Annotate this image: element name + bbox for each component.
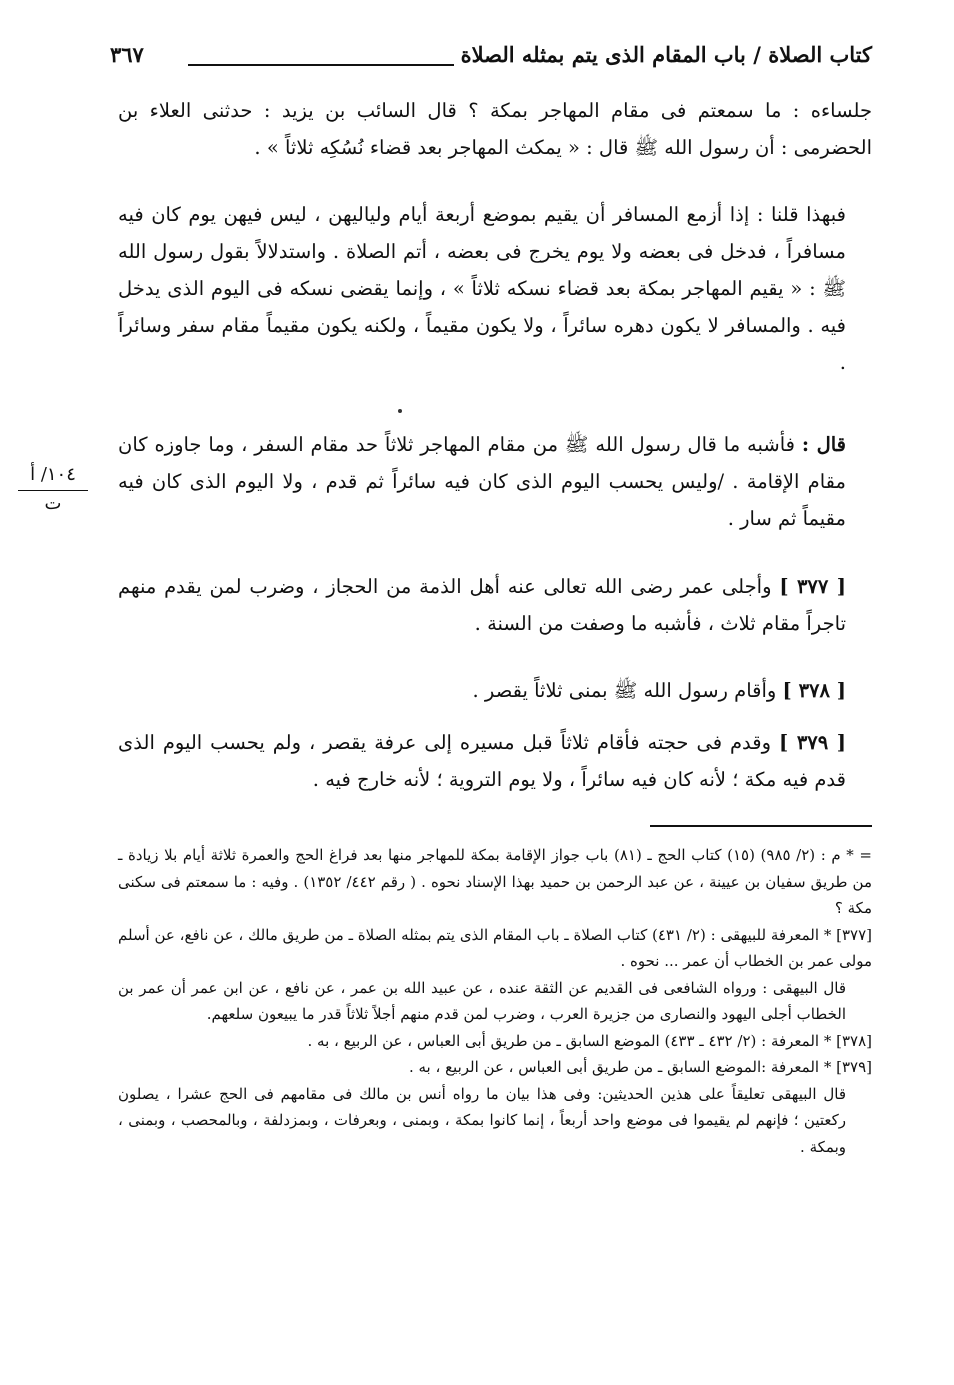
paragraph-377-text: وأجلى عمر رضى الله تعالى عنه أهل الذمة من الحجاز ، وضرب لمن يقدم منهم تاجراً مقام ثلاث ، فأشبه ما وصفت من السنة . [118,575,846,635]
margin-folio: ١٠٤/ أ [18,462,88,491]
paragraph-number-378: [ ٣٧٨ ] [782,679,846,702]
qala-keyword: قال : [801,433,847,456]
main-text [118,92,872,166]
paragraph-378 [118,672,872,709]
main-text-5 [118,672,872,709]
margin-manuscript-siglum: ت [44,493,62,514]
footnote-separator [650,825,872,827]
paragraph-378-text: وأقام رسول الله ﷺ بمنى ثلاثاً يقصر . [472,679,777,702]
main-text-2 [118,196,872,381]
paragraph-1: جلساءه : ما سمعتم فى مقام المهاجر بمكة ؟ قال السائب بن يزيد : حدثنى العلاء بن الحضرمى : أن رسول الله ﷺ قال : « يمكث المهاجر بعد قضاء نُسُكِه ثلاثاً » . [118,99,872,159]
footnote-377: [٣٧٧] * المعرفة للبيهقى : (٢/ ٤٣١) كتاب الصلاة ـ باب المقام الذى يتم بمثله الصلاة ـ من طريق مالك ، عن نافع، عن أسلم مولى عمر بن الخطاب أن عمر ... نحوه . [118,925,872,970]
running-header [100,42,872,82]
paragraph-3-text: فأشبه ما قال رسول الله ﷺ من مقام المهاجر ثلاثاً حد مقام السفر ، وما جاوزه كان مقام الإقامة . /وليس يحسب اليوم الذى كان فيه سائراً ثم قدم ، ولا اليوم الذى كان فيه مقيماً ثم سار . [118,433,846,530]
paragraph-number-379: [ ٣٧٩ ] [779,731,847,754]
footnote-379-comment: قال البيهقى تعليقاً على هذين الحديثين: وفى هذا بيان ما رواه أنس بن مالك فى مقامهم فى الحج عشرا ، يصلون ركعتين ؛ فإنهم لم يقيموا فى موضع واحد أربعاً ، إنما كانوا بمكة ، وبمنى ، وبعرفات ، وبمزدلفة ، وبالمحصب ، وبمنى ، وبمكة . [118,1084,846,1156]
paragraph-2: فبهذا قلنا : إذا أزمع المسافر أن يقيم بموضع أربعة أيام ولياليهن ، ليس فيهن يوم كان فيه مسافراً ، فدخل فى بعضه ولا يوم يخرج فى بعضه ، أتم الصلاة . واستدلالاً بقول رسول الله ﷺ : « يقيم المهاجر بمكة بعد قضاء نسكه ثلاثاً » ، وإنما يقضى نسكه فى اليوم الذى يدخل فيه . والمسافر لا يكون دهره سائراً ، ولا يكون مقيماً ، ولكنه يكون مقيماً مقام سفر وسائراً . [118,203,846,374]
footnotes [118,842,872,1160]
main-text-3 [118,426,872,537]
footnote-379: [٣٧٩] * المعرفة :الموضع السابق ـ من طريق أبى العباس ، عن الربيع ، به . [408,1058,872,1076]
footnote-377-comment: قال البيهقى : ورواه الشافعى فى القديم عن الثقة عنده ، عن عبيد الله بن عمر ، عن نافع ، عن ابن عمر أن عمر بن الخطاب أجلى اليهود والنصارى من جزيرة العرب ، وضرب لمن قدم منهم أجلاً ثلاثاً قدر ما يبيعون سلعهم. [118,978,846,1023]
main-text-4 [118,568,872,642]
header-title: كتاب الصلاة / باب المقام الذى يتم بمثله الصلاة [460,42,872,67]
header-rule [188,64,454,66]
paragraph-379 [118,724,872,798]
paragraph-377 [118,568,872,642]
page-number: ٣٦٧ [110,42,144,67]
margin-manuscript-reference [18,462,88,517]
main-text-6 [118,724,872,798]
footnote-378: [٣٧٨] * المعرفة : (٢/ ٤٣٢ ـ ٤٣٣) الموضع السابق ـ من طريق أبى العباس ، عن الربيع ، به . [307,1031,872,1050]
paragraph-379-text: وقدم فى حجته فأقام ثلاثاً قبل مسيره إلى عرفة يقصر ، ولم يحسب اليوم الذى قدم فيه مكة ؛ لأنه كان فيه سائراً ، ولا يوم التروية ؛ لأنه خارج فيه . [118,731,846,791]
footnote-continued: = * م : (٢/ ٩٨٥) (١٥) كتاب الحج ـ (٨١) باب جواز الإقامة بمكة للمهاجر منها بعد فراغ الحج والعمرة ثلاثة أيام بلا زيادة ـ من طريق سفيان بن عيينة ، عن عبد الرحمن بن حميد بهذا الإسناد نحوه . ( رقم ٤٤٢/ ١٣٥٢) . وفيه : ما سمعتم فى سكنى مكة ؟ [118,846,872,917]
paragraph-3 [118,426,872,537]
paragraph-number-377: [ ٣٧٧ ] [779,575,846,598]
stray-dot [398,409,402,413]
